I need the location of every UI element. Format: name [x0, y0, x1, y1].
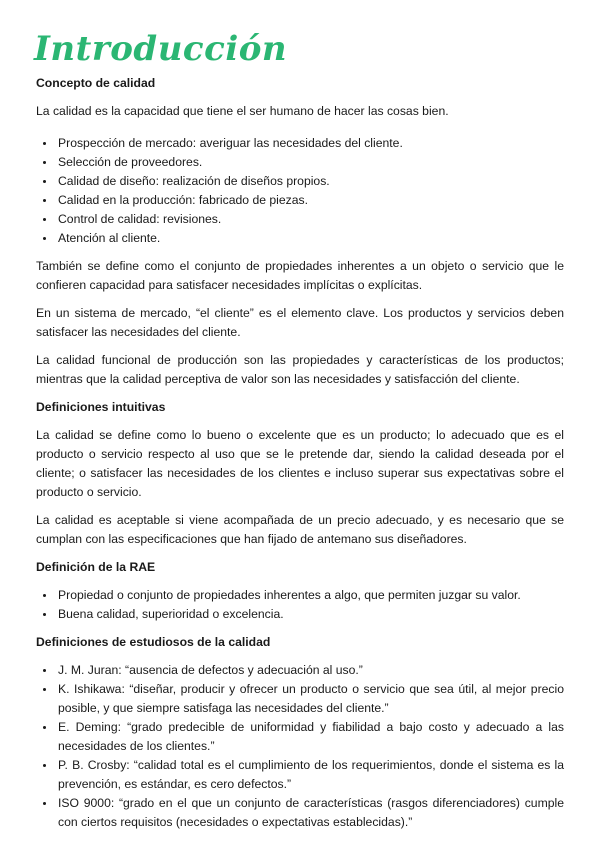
list-item: • Selección de proveedores.: [56, 153, 564, 172]
bullet-list-estudiosos: [36, 661, 564, 832]
paragraph: La calidad es la capacidad que tiene el ser humano de hacer las cosas bien.: [36, 104, 449, 118]
paragraph: También se define como el conjunto de propiedades inherentes a un objeto o servicio que le confieren capacidad para satisfacer necesidades implícitas o explícitas.: [36, 259, 564, 292]
bullet-list-concepto: [36, 134, 564, 248]
list-item: • Propiedad o conjunto de propiedades inherentes a algo, que permiten juzgar su valor.: [56, 586, 564, 605]
list-item: • Atención al cliente.: [56, 229, 564, 248]
section-heading-rae: Definición de la RAE: [36, 560, 156, 574]
list-item: • Calidad de diseño: realización de diseños propios.: [56, 172, 564, 191]
paragraph: En un sistema de mercado, “el cliente” es el elemento clave. Los productos y servicios deben satisfacer las necesidades del cliente.: [36, 306, 564, 339]
list-item: • Buena calidad, superioridad o excelencia.: [56, 605, 564, 624]
list-item: • P. B. Crosby: “calidad total es el cumplimiento de los requerimientos, donde el sistema es la prevención, es estándar, es cero defectos.”: [56, 756, 564, 794]
page-title: Introducción: [34, 29, 288, 69]
list-item: • Prospección de mercado: averiguar las necesidades del cliente.: [56, 134, 564, 153]
bullet-list-rae: [36, 586, 564, 624]
list-item: • Control de calidad: revisiones.: [56, 210, 564, 229]
paragraph: La calidad funcional de producción son las propiedades y características de los productos; mientras que la calidad perceptiva de valor son las necesidades y satisfacción del cliente.: [36, 353, 564, 386]
section-heading-concepto: Concepto de calidad: [36, 76, 156, 90]
list-item: • K. Ishikawa: “diseñar, producir y ofrecer un producto o servicio que sea útil, al mejor precio posible, y que siempre satisfaga las necesidades del cliente.”: [56, 680, 564, 718]
paragraph: La calidad se define como lo bueno o excelente que es un producto; lo adecuado que es el producto o servicio respecto al uso que se le pretende dar, siendo la calidad deseada por el cliente; o satisfacer las necesidades de los clientes e incluso superar sus expectativas sobre el producto o servicio.: [36, 428, 564, 499]
list-item: • Calidad en la producción: fabricado de piezas.: [56, 191, 564, 210]
section-heading-intuitivas: Definiciones intuitivas: [36, 400, 166, 414]
list-item: • ISO 9000: “grado en el que un conjunto de características (rasgos diferenciadores) cumple con ciertos requisitos (necesidades o expectativas establecidas).”: [56, 794, 564, 832]
list-item: • J. M. Juran: “ausencia de defectos y adecuación al uso.”: [56, 661, 564, 680]
section-heading-estudiosos: Definiciones de estudiosos de la calidad: [36, 635, 271, 649]
paragraph: La calidad es aceptable si viene acompañada de un precio adecuado, y es necesario que se cumplan con las especificaciones que han fijado de antemano sus diseñadores.: [36, 513, 564, 546]
list-item: • E. Deming: “grado predecible de uniformidad y fiabilidad a bajo costo y adecuado a las necesidades de los clientes.”: [56, 718, 564, 756]
